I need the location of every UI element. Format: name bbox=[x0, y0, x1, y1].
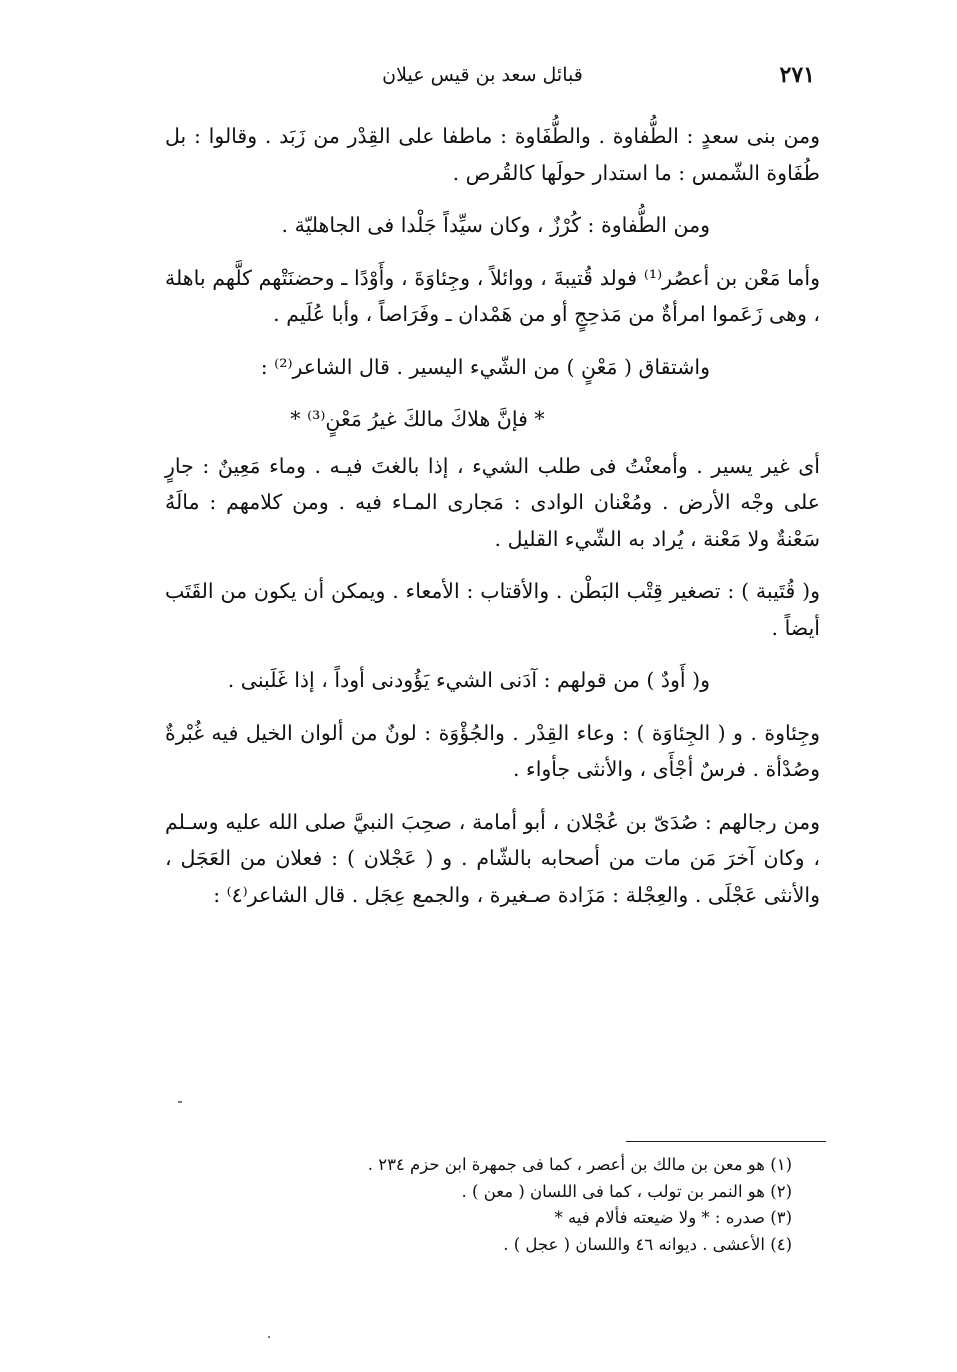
paragraph-ghayr-yasir: أى غير يسير . وأمعنْتُ فى طلب الشيء ، إذا بالغتَ فيـه . وماء مَعِينٌ : جارٍ على وجْه الأرض . ومُعْنان الوادى : مَجارى المـاء فيه . ومن كلامهم : مالَهُ سَعْنةٌ ولا مَعْنة ، يُراد به الشّيء القليل . bbox=[165, 453, 820, 551]
scan-speck bbox=[268, 1336, 270, 1338]
paragraph-rijalihim: ومن رجالهم : صُدَىّ بن عُجْلان ، أبو أمامة ، صحِبَ النبيَّ صلى الله عليه وسـلم ، وكان آخرَ مَن مات من أصحابه بالشّام . و ( عَجْلان ) : فعلان من العَجَل ، والأنثى عَجْلَى . والعِجْلة : مَزَادة صـغيرة ، والجمع عِجَل . قال الشاعر⁽٤⁾ : bbox=[165, 809, 820, 907]
running-title: قبائل سعد بن قيس عيلان bbox=[382, 64, 583, 86]
footnote-1: (١) هو معن بن مالك بن أعصر ، كما فى جمهرة ابن حزم ٢٣٤ . bbox=[367, 1155, 792, 1174]
paragraph-qutayba: و( قُتَيبة ) : تصغير قِتْب البَطْن . والأقتاب : الأمعاء . ويمكن أن يكون من القَتَب أيضاً . bbox=[165, 579, 820, 640]
paragraph-kurz: ومن الطُّفاوة : كُرْزٌ ، وكان سيِّداً جَلْدا فى الجاهليّة . bbox=[281, 213, 710, 237]
footnote-3: (٣) صدره : * ولا ضيعته فألام فيه * bbox=[554, 1208, 792, 1227]
paragraph-ishtiqaq-man: واشتقاق ( مَعْنٍ ) من الشّيء اليسير . قال الشاعر⁽²⁾ : bbox=[260, 354, 710, 379]
poetry-verse: * فإنَّ هلاكَ مالكَ غيرُ مَعْنٍ⁽³⁾ * bbox=[290, 407, 545, 431]
scan-speck bbox=[178, 1101, 182, 1103]
footnote-divider bbox=[626, 1141, 826, 1142]
page-header bbox=[150, 62, 815, 92]
paragraph-awd: و( أَودٌ ) من قولهم : آدَنى الشيء يَؤُودنى أوداً ، إذا غَلَبنى . bbox=[227, 668, 710, 692]
footnote-4: (٤) الأعشى . ديوانه ٤٦ واللسان ( عجل ) . bbox=[503, 1234, 792, 1254]
main-text bbox=[165, 118, 820, 929]
paragraph-man-bin-asur: وأما مَعْن بن أعصُر⁽¹⁾ فولد قُتيبةَ ، ووائلاً ، وجِئاوَةَ ، وأَوْدًا ـ وحضنَتْهم كلَّهم باهلة ، وهى زَعَموا امرأةٌ من مَذحِجٍ أو من هَمْدان ـ وفَرَاصاً ، وأبا عُلَيم . bbox=[165, 265, 820, 326]
paragraph-tufawa: ومن بنى سعدٍ : الطُّفاوة . والطُّفَاوة : ماطفا على القِدْر من زَبَد . وقالوا : بل طُفَاوة الشّمس : ما استدار حولَها كالقُرص . bbox=[165, 124, 820, 185]
paragraph-jiawa: وجِئاوة . و ( الجِئاوَة ) : وعاء القِدْر . والجُؤْوَة : لونٌ من ألوان الخيل فيه غُبْرةٌ وصُدْأة . فرسٌ أجْأَى ، والأنثى جأواء . bbox=[165, 720, 820, 781]
page-number: ٢٧١ bbox=[779, 62, 815, 88]
footnotes bbox=[300, 1152, 792, 1258]
footnote-2: (٢) هو النمر بن تولب ، كما فى اللسان ( معن ) . bbox=[461, 1181, 792, 1201]
